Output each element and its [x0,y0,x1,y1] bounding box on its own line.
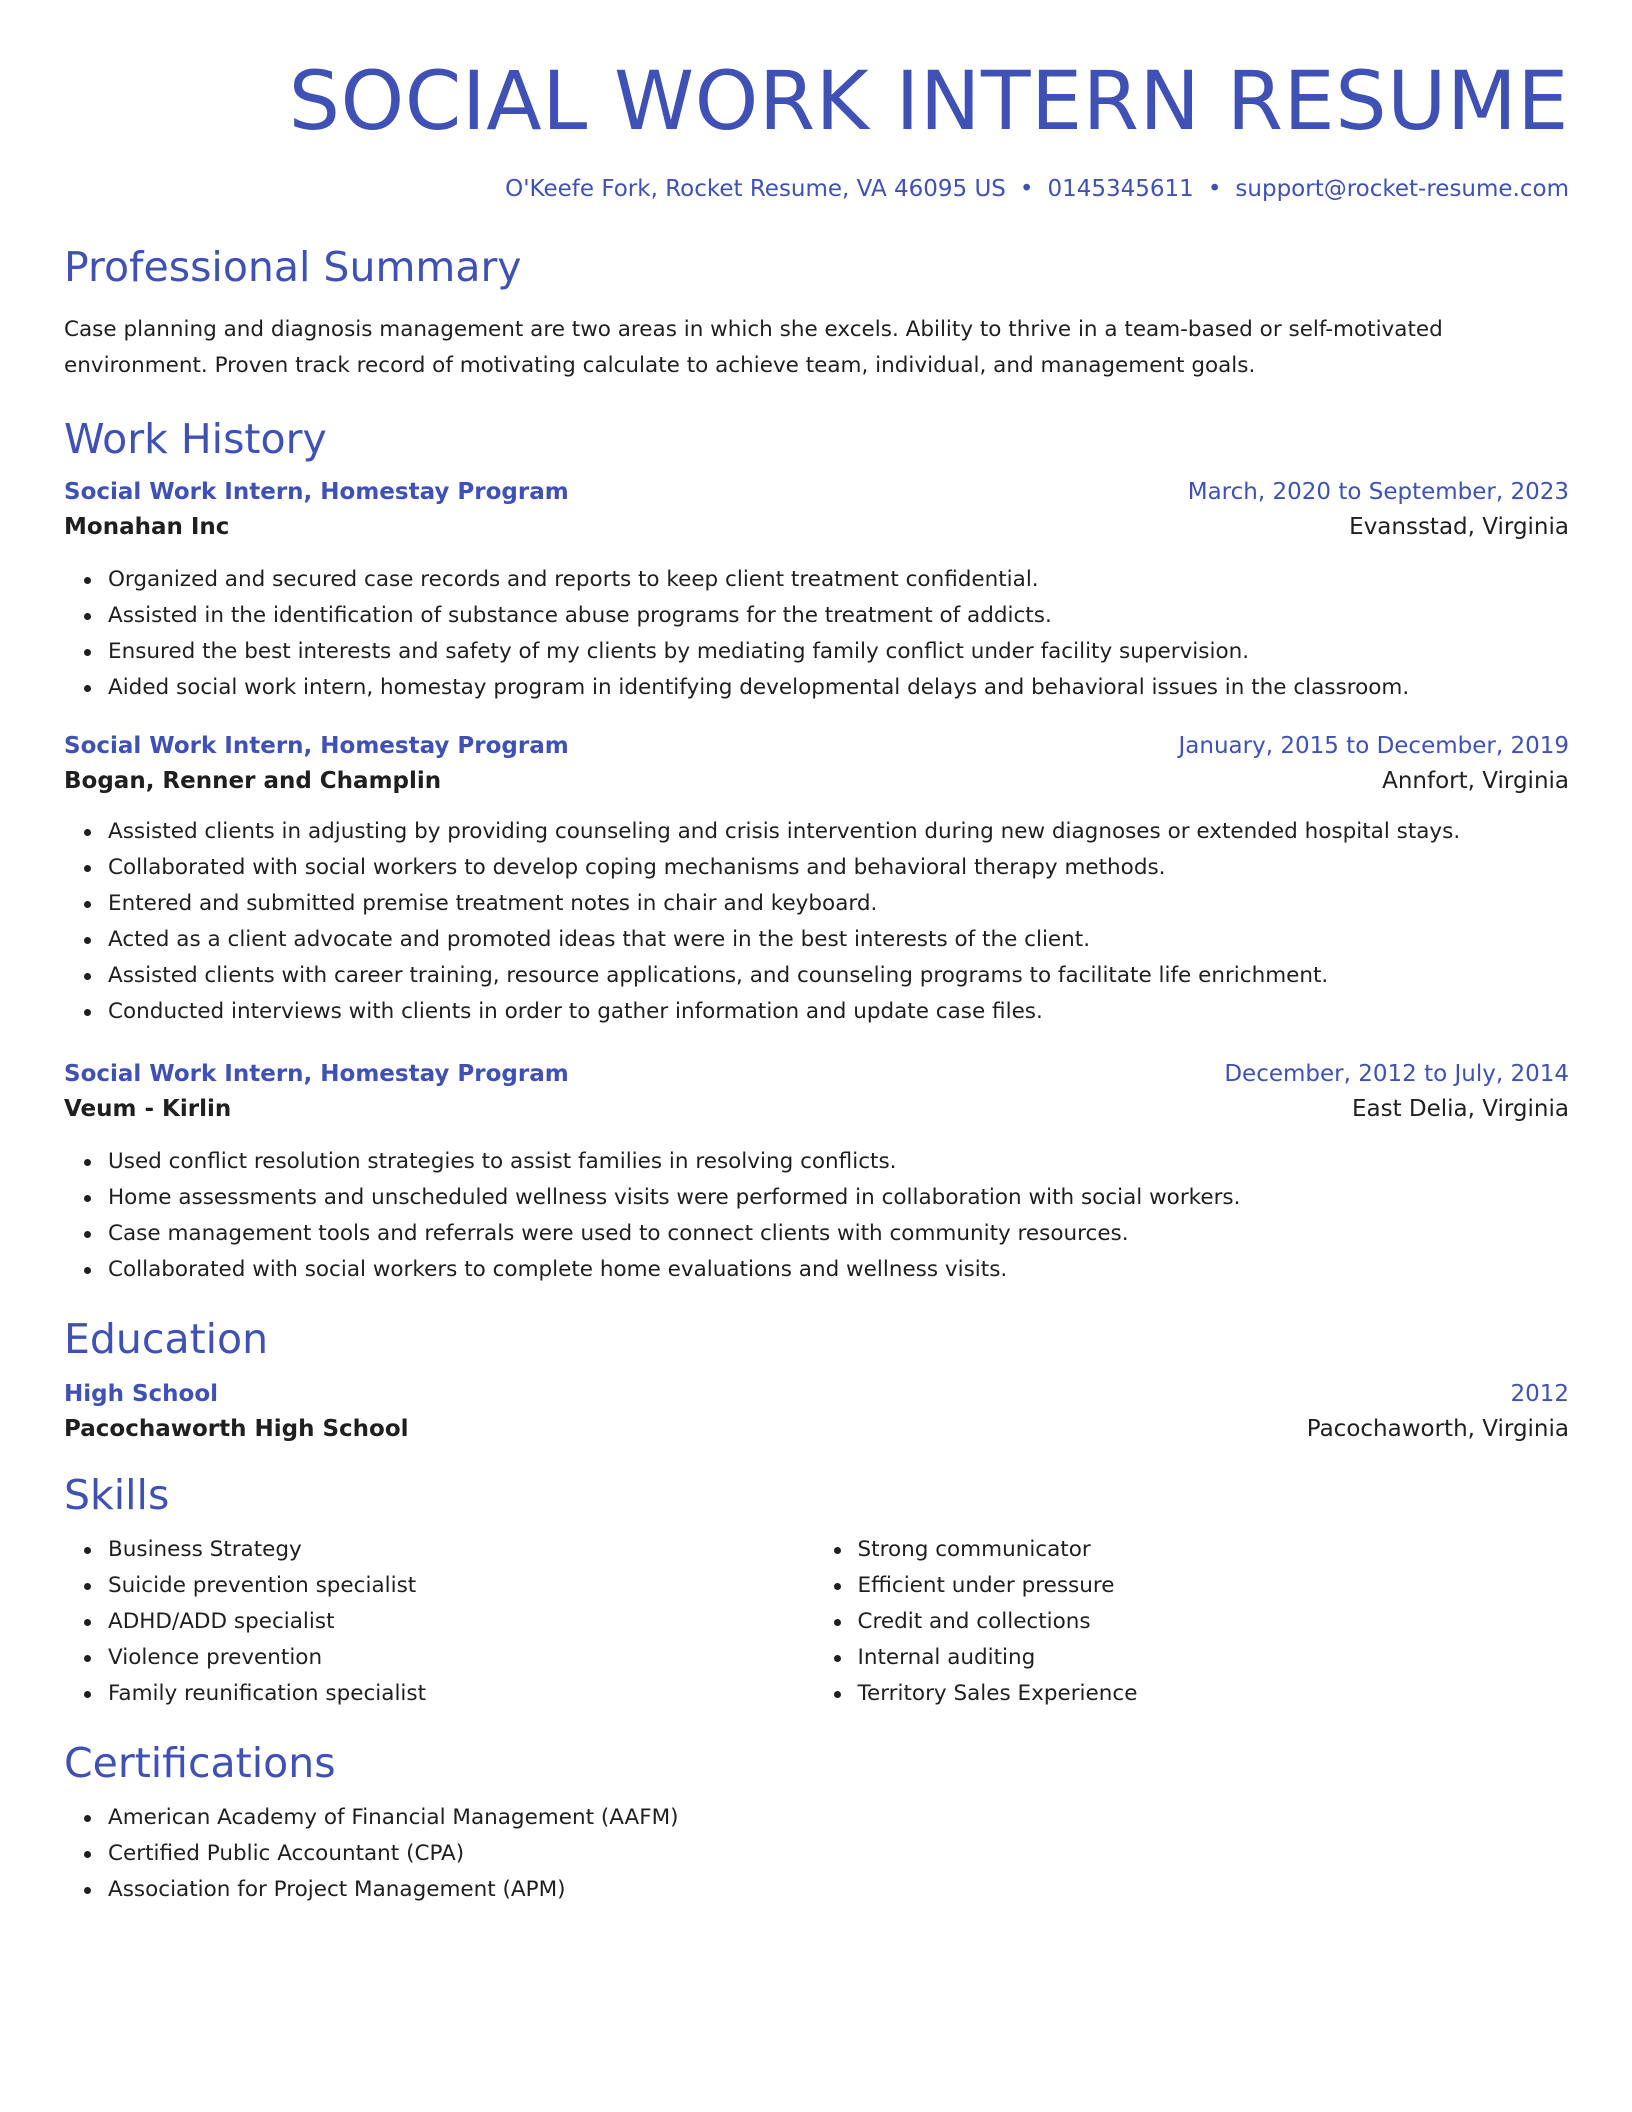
job-dates: March, 2020 to September, 2023 [1187,479,1569,505]
education-degree-row [64,1378,1569,1410]
skill-item: Territory Sales Experience [858,1676,1570,1712]
skill-item: Internal auditing [858,1640,1570,1676]
skill-item: ADHD/ADD specialist [108,1604,817,1640]
skills-heading: Skills [64,1471,170,1519]
job-bullet: Conducted interviews with clients in order to gather information and update case files. [108,994,1569,1030]
job-bullets [64,1144,1569,1288]
resume-title: SOCIAL WORK INTERN RESUME [288,55,1569,149]
job-title: Social Work Intern, Homestay Program [64,733,569,759]
certification-item: Certified Public Accountant (CPA) [108,1836,1569,1872]
job-company-row [64,1090,1569,1128]
summary-heading: Professional Summary [64,243,522,291]
work-heading: Work History [64,415,327,463]
job-bullet: Assisted clients in adjusting by providing counseling and crisis intervention during new diagnoses or extended hospital stays. [108,814,1569,850]
skills-column-right [817,1532,1570,1712]
job-bullet: Assisted in the identification of substance abuse programs for the treatment of addicts. [108,598,1569,634]
job-dates: January, 2015 to December, 2019 [1178,733,1569,759]
job-bullet: Home assessments and unscheduled wellness visits were performed in collaboration with social workers. [108,1180,1569,1216]
resume-header [64,0,1569,204]
education-heading: Education [64,1315,269,1363]
skills-section [64,1470,1569,1712]
job-bullet: Entered and submitted premise treatment notes in chair and keyboard. [108,886,1569,922]
job-bullet: Case management tools and referrals were used to connect clients with community resources. [108,1216,1569,1252]
work-section [64,414,1569,1288]
contact-address: O'Keefe Fork, Rocket Resume, VA 46095 US [505,176,1006,202]
job-bullet: Assisted clients with career training, resource applications, and counseling programs to facilitate life enrichment. [108,958,1569,994]
job-company-row [64,508,1569,546]
job-location: East Delia, Virginia [1351,1096,1569,1122]
skills-grid [64,1532,1569,1712]
job-company: Monahan Inc [64,514,230,540]
certifications-list [64,1800,1569,1908]
certifications-heading: Certifications [64,1739,336,1787]
summary-text: Case planning and diagnosis management are two areas in which she excels. Ability to thrive in a team-based or self-motivated environment. Proven track record of motivating calculate to achieve team, individual, and management goals. [64,317,1443,378]
skill-item: Credit and collections [858,1604,1570,1640]
job-bullet: Aided social work intern, homestay program in identifying developmental delays and behavioral issues in the classroom. [108,670,1569,706]
job-location: Evansstad, Virginia [1349,514,1569,540]
certification-item: Association for Project Management (APM) [108,1872,1569,1908]
job-bullets [64,562,1569,706]
job-bullets [64,814,1569,1030]
contact-line [64,174,1569,204]
job-bullet: Ensured the best interests and safety of my clients by mediating family conflict under facility supervision. [108,634,1569,670]
job-title: Social Work Intern, Homestay Program [64,479,569,505]
job-title-row [64,730,1569,762]
contact-phone: 0145345611 [1047,176,1194,202]
job-company-row [64,762,1569,800]
certification-item: American Academy of Financial Management (AAFM) [108,1800,1569,1836]
contact-email: support@rocket-resume.com [1235,176,1569,202]
job-entry [64,730,1569,1030]
job-company: Bogan, Renner and Champlin [64,768,442,794]
job-title-row [64,1058,1569,1090]
education-year: 2012 [1510,1381,1569,1407]
education-location: Pacochaworth, Virginia [1306,1416,1569,1442]
job-bullet: Collaborated with social workers to complete home evaluations and wellness visits. [108,1252,1569,1288]
job-bullet: Organized and secured case records and reports to keep client treatment confidential. [108,562,1569,598]
skill-item: Violence prevention [108,1640,817,1676]
job-entry [64,476,1569,706]
summary-section [64,242,1569,384]
job-bullet: Collaborated with social workers to develop coping mechanisms and behavioral therapy methods. [108,850,1569,886]
job-bullet: Used conflict resolution strategies to assist families in resolving conflicts. [108,1144,1569,1180]
contact-separator: • [1207,176,1222,202]
job-company: Veum - Kirlin [64,1096,232,1122]
skill-item: Family reunification specialist [108,1676,817,1712]
job-entry [64,1058,1569,1288]
skill-item: Suicide prevention specialist [108,1568,817,1604]
education-school: Pacochaworth High School [64,1416,409,1442]
education-entry [64,1378,1569,1448]
skill-item: Business Strategy [108,1532,817,1568]
job-title-row [64,476,1569,508]
certifications-section [64,1738,1569,1908]
skill-item: Strong communicator [858,1532,1570,1568]
contact-separator: • [1019,176,1034,202]
job-bullet: Acted as a client advocate and promoted ideas that were in the best interests of the client. [108,922,1569,958]
job-dates: December, 2012 to July, 2014 [1224,1061,1569,1087]
job-location: Annfort, Virginia [1382,768,1569,794]
education-school-row [64,1410,1569,1448]
skill-item: Efficient under pressure [858,1568,1570,1604]
education-degree: High School [64,1381,219,1407]
skills-column-left [64,1532,817,1712]
job-title: Social Work Intern, Homestay Program [64,1061,569,1087]
education-section [64,1314,1569,1448]
